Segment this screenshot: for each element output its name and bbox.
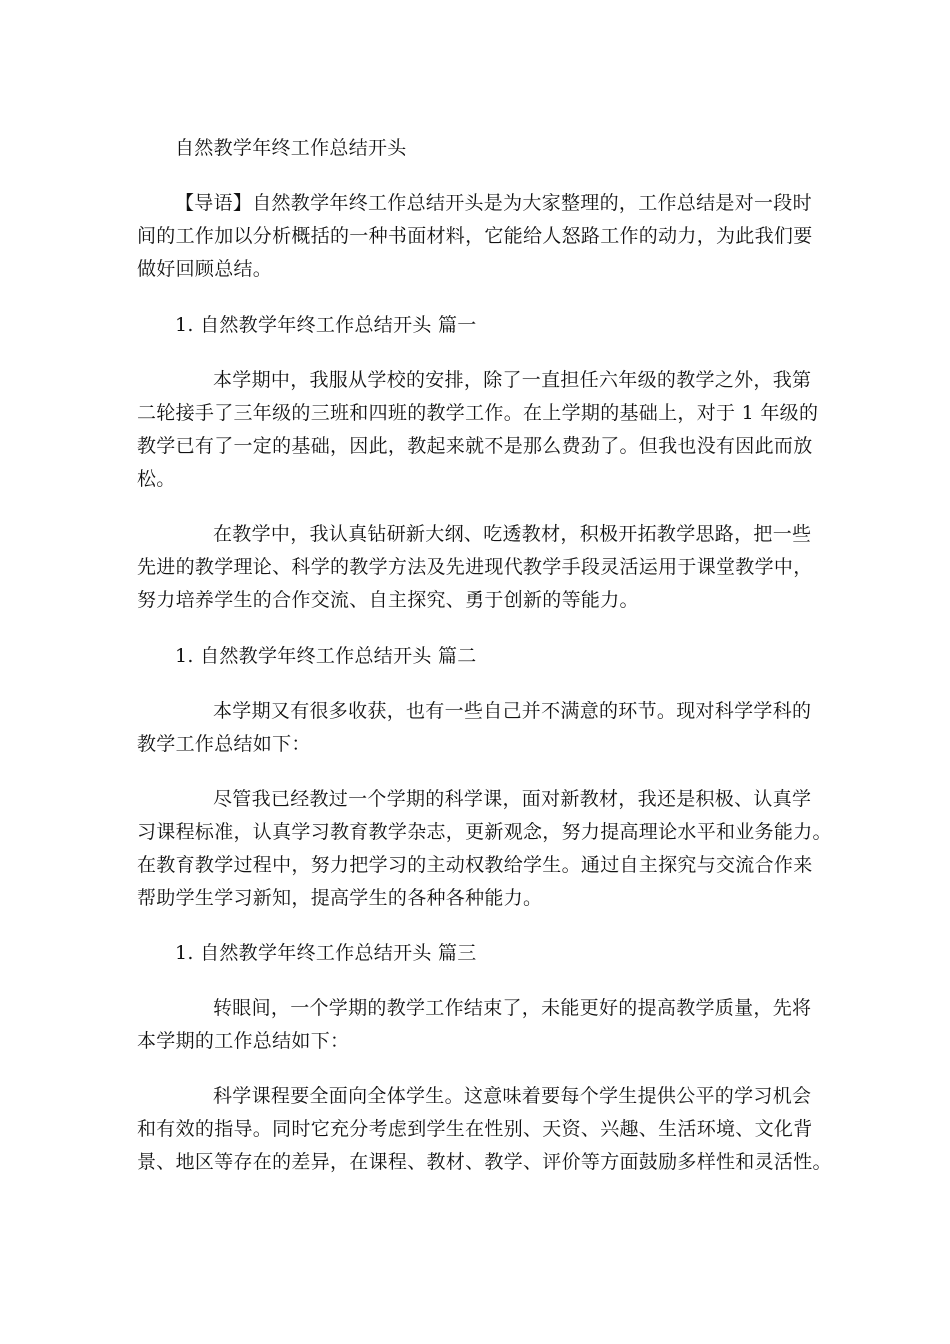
paragraph-line: 本学期中，我服从学校的安排，除了一直担任六年级的教学之外，我第 xyxy=(213,369,812,391)
paragraph-line: 在教学中，我认真钻研新大纲、吃透教材，积极开拓教学思路，把一些 xyxy=(213,523,812,545)
paragraph-line: 本学期又有很多收获，也有一些自己并不满意的环节。现对科学学科的 xyxy=(213,700,812,722)
paragraph-line: 景、地区等存在的差异，在课程、教材、教学、评价等方面鼓励多样性和灵活性。 xyxy=(137,1151,832,1173)
section-heading-3: 1. 自然教学年终工作总结开头 篇三 xyxy=(175,942,477,964)
paragraph-line: 和有效的指导。同时它充分考虑到学生在性别、天资、兴趣、生活环境、文化背 xyxy=(137,1118,813,1140)
paragraph-line: 本学期的工作总结如下： xyxy=(137,1030,350,1052)
paragraph-line: 科学课程要全面向全体学生。这意味着要每个学生提供公平的学习机会 xyxy=(213,1085,812,1107)
paragraph-line: 在教育教学过程中，努力把学习的主动权教给学生。通过自主探究与交流合作来 xyxy=(137,854,813,876)
paragraph-line: 教学已有了一定的基础，因此，教起来就不是那么费劲了。但我也没有因此而放 xyxy=(137,435,813,457)
paragraph-line: 先进的教学理论、科学的教学方法及先进现代教学手段灵活运用于课堂教学中， xyxy=(137,556,813,578)
paragraph-line: 二轮接手了三年级的三班和四班的教学工作。在上学期的基础上，对于 1 年级的 xyxy=(137,402,819,424)
paragraph-line: 转眼间，一个学期的教学工作结束了，未能更好的提高教学质量，先将 xyxy=(213,997,812,1019)
paragraph-line: 习课程标准，认真学习教育教学杂志，更新观念，努力提高理论水平和业务能力。 xyxy=(137,821,832,843)
section-heading-1: 1. 自然教学年终工作总结开头 篇一 xyxy=(175,314,477,336)
paragraph-line: 松。 xyxy=(137,468,176,490)
paragraph-line: 努力培养学生的合作交流、自主探究、勇于创新的等能力。 xyxy=(137,589,639,611)
intro-line: 【导语】自然教学年终工作总结开头是为大家整理的，工作总结是对一段时 xyxy=(175,192,812,214)
paragraph-line: 尽管我已经教过一个学期的科学课，面对新教材，我还是积极、认真学 xyxy=(213,788,812,810)
paragraph-line: 帮助学生学习新知，提高学生的各种各种能力。 xyxy=(137,887,543,909)
intro-line: 做好回顾总结。 xyxy=(137,258,273,280)
document-title: 自然教学年终工作总结开头 xyxy=(175,137,407,159)
paragraph-line: 教学工作总结如下： xyxy=(137,733,311,755)
intro-line: 间的工作加以分析概括的一种书面材料，它能给人怒路工作的动力，为此我们要 xyxy=(137,225,813,247)
section-heading-2: 1. 自然教学年终工作总结开头 篇二 xyxy=(175,645,477,667)
